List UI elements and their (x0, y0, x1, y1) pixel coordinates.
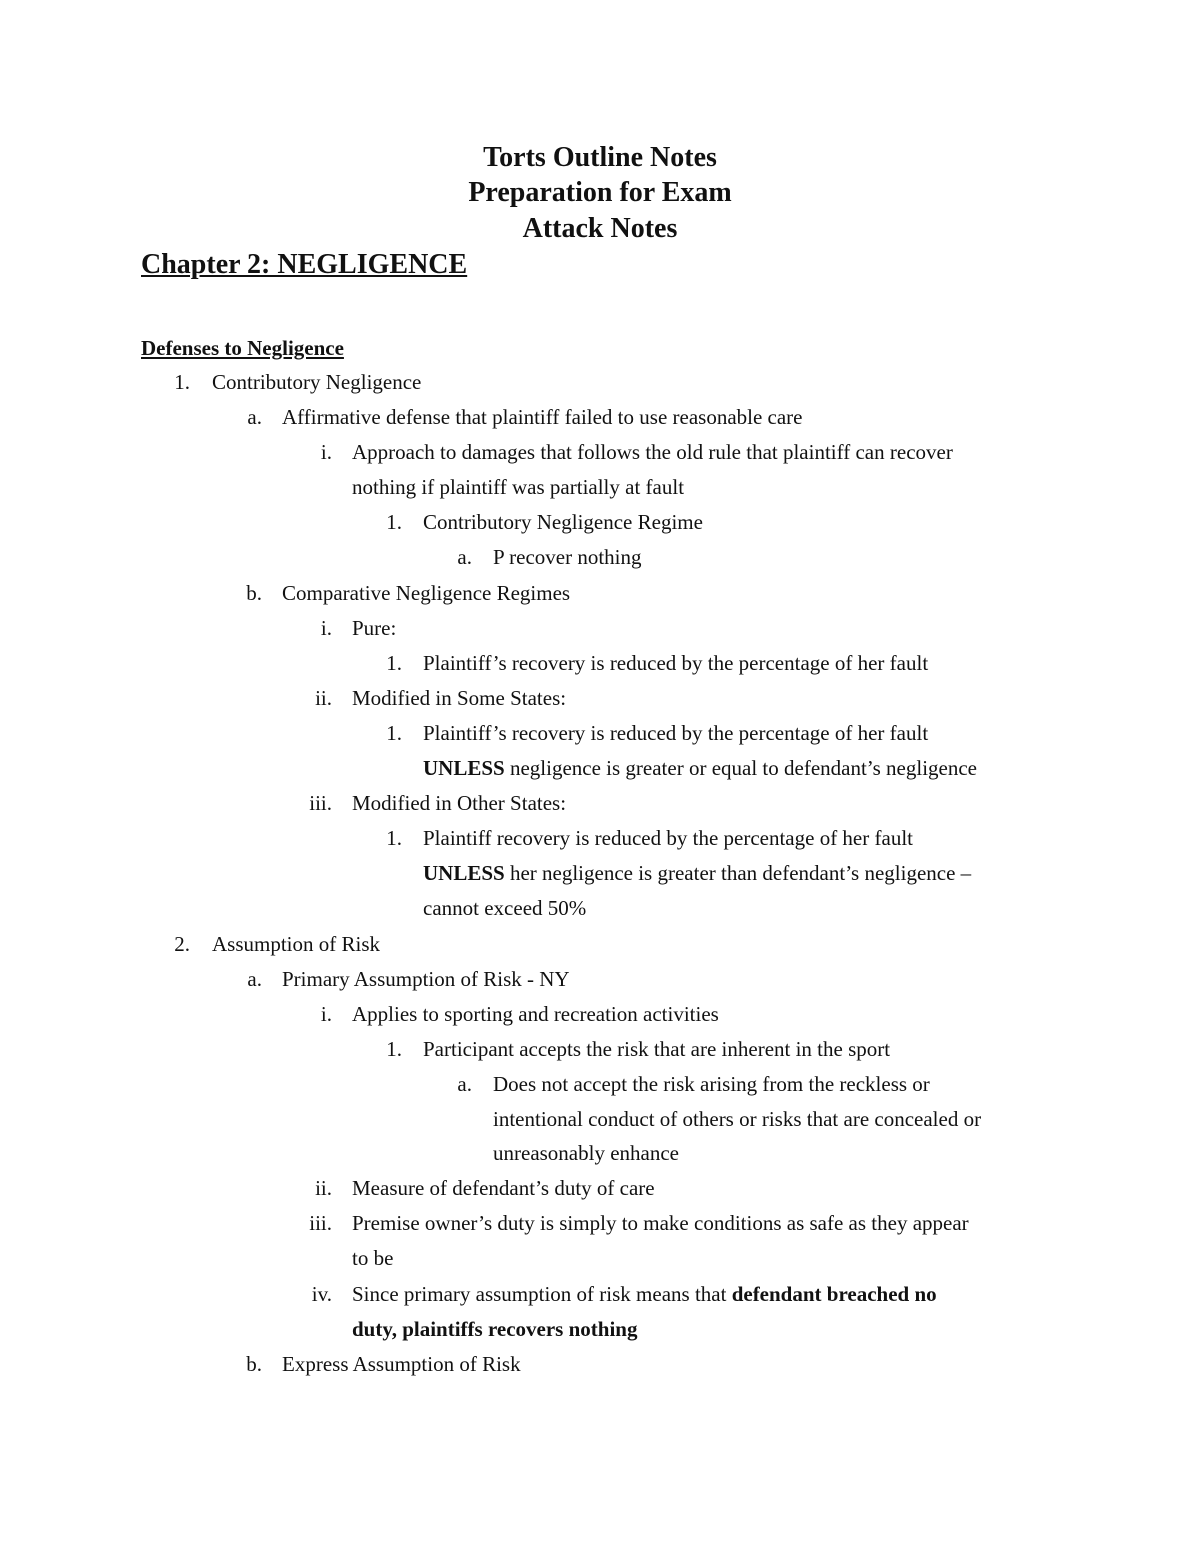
outline-marker: a. (457, 1072, 472, 1096)
outline-item: Premise owner’s duty is simply to make conditions as safe as they appear (352, 1211, 969, 1235)
outline-item: P recover nothing (493, 545, 642, 569)
outline-marker: 1. (386, 651, 402, 675)
outline-item-continued: intentional conduct of others or risks that are concealed or (493, 1107, 982, 1131)
document-title: Torts Outline Notes (483, 142, 717, 173)
emphasis-text: duty, plaintiffs recovers nothing (352, 1317, 638, 1341)
outline-item: Plaintiff’s recovery is reduced by the percentage of her fault (423, 721, 929, 745)
emphasis-unless: UNLESS (423, 756, 505, 780)
outline-item: Modified in Some States: (352, 686, 567, 710)
outline-marker: i. (320, 1002, 332, 1026)
outline-item-text: her negligence is greater than defendant’s negligence – (504, 861, 972, 885)
outline-item: Affirmative defense that plaintiff failed to use reasonable care (282, 405, 803, 429)
outline-marker: b. (246, 1352, 262, 1376)
outline-item-continued: cannot exceed 50% (423, 896, 587, 920)
emphasis-text: defendant breached no (731, 1282, 937, 1306)
outline-marker: a. (247, 967, 262, 991)
outline-marker: 1. (386, 510, 402, 534)
outline-marker: 1. (386, 721, 402, 745)
outline-item: Plaintiff’s recovery is reduced by the percentage of her fault (423, 651, 929, 675)
outline-item-continued (352, 1312, 637, 1347)
outline-item: Participant accepts the risk that are inherent in the sport (423, 1037, 891, 1061)
outline-item: Modified in Other States: (352, 791, 567, 815)
outline-marker: a. (457, 545, 472, 569)
outline-marker: i. (320, 616, 332, 640)
outline-item: Plaintiff recovery is reduced by the percentage of her fault (423, 826, 913, 850)
outline-item-continued: unreasonably enhance (493, 1141, 679, 1165)
outline-marker: 2. (174, 932, 190, 956)
outline-item-continued: nothing if plaintiff was partially at fault (352, 475, 685, 499)
outline-item: Contributory Negligence Regime (423, 510, 703, 534)
emphasis-unless: UNLESS (423, 861, 505, 885)
outline-item (352, 1277, 937, 1312)
outline-item: Assumption of Risk (212, 932, 381, 956)
outline-marker: iii. (309, 1211, 332, 1235)
outline-item: Express Assumption of Risk (282, 1352, 521, 1376)
chapter-heading: Chapter 2: NEGLIGENCE (141, 249, 468, 280)
outline-marker: 1. (386, 826, 402, 850)
outline-item: Applies to sporting and recreation activities (352, 1002, 719, 1026)
outline-marker: a. (247, 405, 262, 429)
outline-item-continued: to be (352, 1246, 394, 1270)
outline-item: Measure of defendant’s duty of care (352, 1176, 655, 1200)
outline-item-text: Since primary assumption of risk means that (352, 1282, 732, 1306)
outline-item: Comparative Negligence Regimes (282, 581, 571, 605)
outline-marker: iv. (311, 1282, 332, 1306)
section-heading: Defenses to Negligence (141, 336, 344, 360)
outline-item: Does not accept the risk arising from the reckless or (493, 1072, 930, 1096)
outline-item-continued (423, 856, 971, 891)
outline-marker: 1. (174, 370, 190, 394)
outline-marker: i. (320, 440, 332, 464)
outline-marker: ii. (315, 1176, 332, 1200)
outline-item: Approach to damages that follows the old rule that plaintiff can recover (352, 440, 953, 464)
outline-marker: 1. (386, 1037, 402, 1061)
outline-item: Contributory Negligence (212, 370, 422, 394)
outline-item: Pure: (352, 616, 397, 640)
outline-marker: b. (246, 581, 262, 605)
outline-marker: iii. (309, 791, 332, 815)
outline-item-text: negligence is greater or equal to defendant’s negligence (504, 756, 977, 780)
outline-marker: ii. (315, 686, 332, 710)
outline-item: Primary Assumption of Risk - NY (282, 967, 570, 991)
document-subtitle: Preparation for Exam (468, 177, 732, 208)
document-subtitle-2: Attack Notes (522, 213, 678, 244)
outline-item-continued (423, 751, 977, 786)
